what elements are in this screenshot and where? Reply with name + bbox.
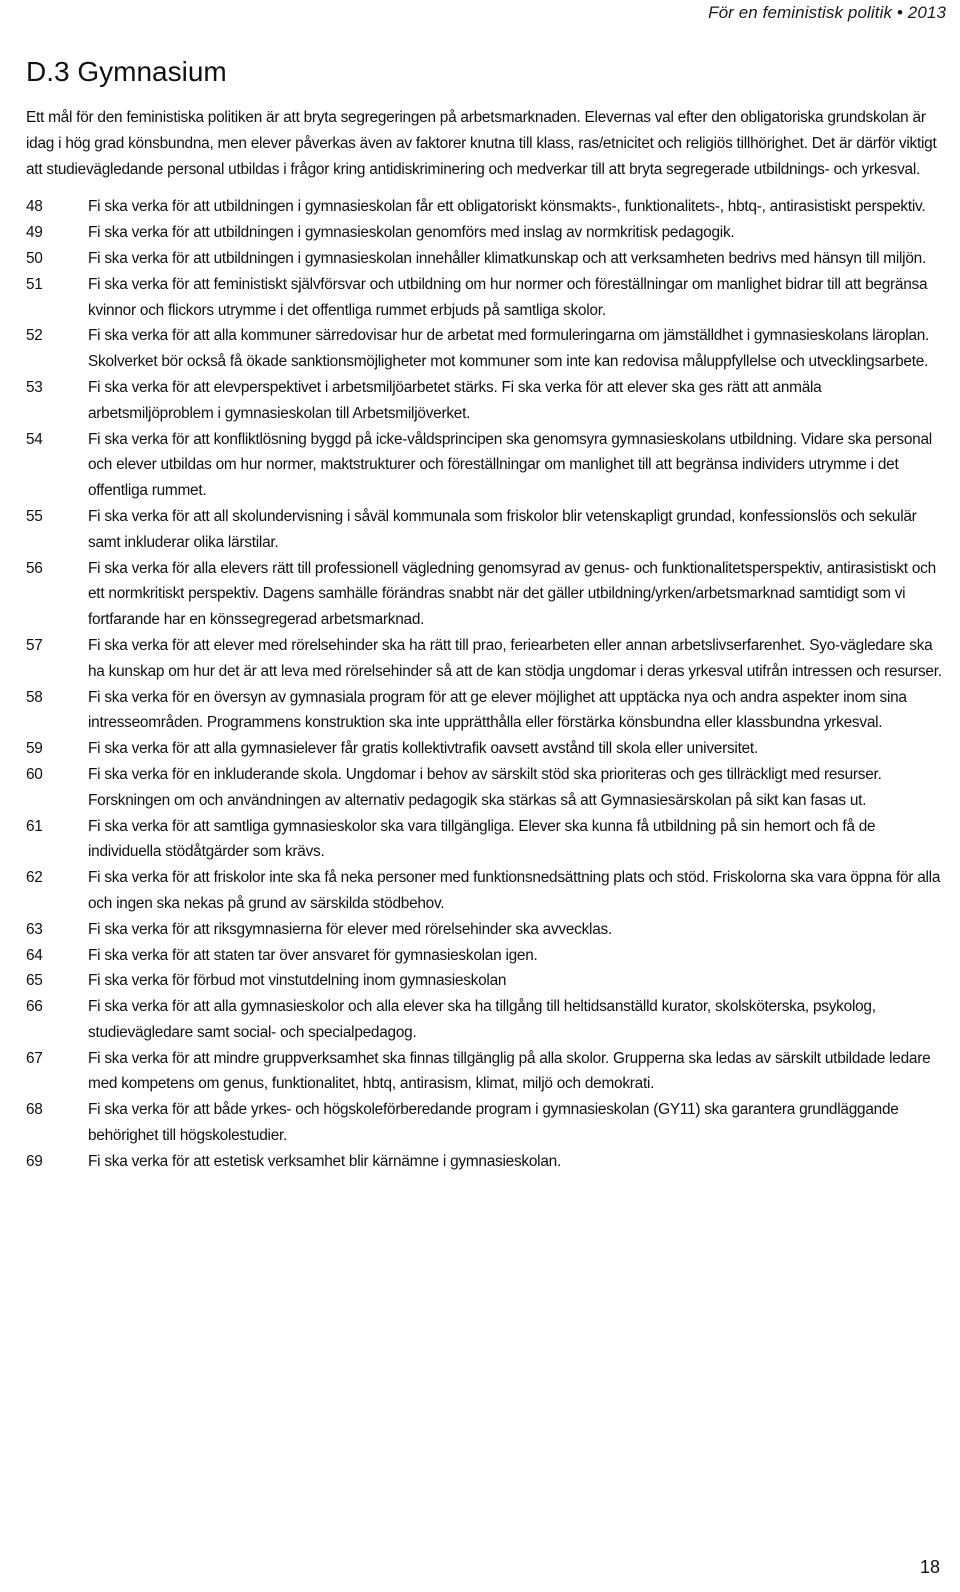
- item-number: 66: [26, 998, 43, 1016]
- item-text: Fi ska verka för att utbildningen i gymnasieskolan innehåller klimatkunskap och att verksamheten bedrivs med hänsyn till miljön.: [88, 249, 926, 267]
- list-item: [26, 633, 946, 685]
- item-text: Fi ska verka för att samtliga gymnasieskolor ska vara tillgängliga. Elever ska kunna få utbildning på sin hemort och få de individuella stödåtgärder som krävs.: [88, 817, 876, 861]
- item-text: Fi ska verka för att elevperspektivet i arbetsmiljöarbetet stärks. Fi ska verka för att elever ska ges rätt att anmäla arbetsmiljöproblem i gymnasieskolan till Arbetsmiljöverket.: [88, 378, 822, 422]
- list-item: [26, 504, 946, 556]
- item-text: Fi ska verka för att alla kommuner särredovisar hur de arbetat med formuleringarna om jämställdhet i gymnasieskolans läroplan. Skolverket bör också få ökade sanktionsmöjligheter mot kommuner som inte kan redovisa måluppfyllelse och utvecklingsarbete.: [88, 327, 930, 371]
- item-number: 69: [26, 1152, 43, 1170]
- list-item: [26, 968, 946, 994]
- item-number: 61: [26, 817, 43, 835]
- item-text: Fi ska verka för en översyn av gymnasiala program för att ge elever möjlighet att upptäcka nya och andra aspekter inom sina intresseområden. Programmens konstruktion ska inte upprätthålla eller förstärka könsbundna eller klassbundna yrkesval.: [88, 688, 907, 732]
- item-number: 53: [26, 378, 43, 396]
- item-text: Fi ska verka för att mindre gruppverksamhet ska finnas tillgänglig på alla skolor. Grupperna ska ledas av särskilt utbildade ledare med kompetens om genus, funktionalitet, hbtq, antirasism, klimat, miljö och demokrati.: [88, 1049, 931, 1093]
- item-number: 67: [26, 1049, 43, 1067]
- item-text: Fi ska verka för att elever med rörelsehinder ska ha rätt till prao, feriearbeten eller annan arbetslivserfarenhet. Syo-vägledare ska ha kunskap om hur det är att leva med rörelsehinder så att de kan stödja ungdomar i deras yrkesval utifrån intressen och resurser.: [88, 636, 942, 680]
- section-title: D.3 Gymnasium: [26, 56, 227, 87]
- list-item: [26, 685, 946, 737]
- item-number: 59: [26, 740, 43, 758]
- list-item: [26, 194, 946, 220]
- list-item: [26, 1046, 946, 1098]
- item-text: Fi ska verka för att utbildningen i gymnasieskolan får ett obligatoriskt könsmakts-, funktionalitets-, hbtq-, antirasistiskt perspektiv.: [88, 198, 926, 216]
- list-item: [26, 1097, 946, 1149]
- item-number: 60: [26, 765, 43, 783]
- item-number: 63: [26, 920, 43, 938]
- running-header: För en feministisk politik • 2013: [708, 3, 946, 22]
- item-text: Fi ska verka för förbud mot vinstutdelning inom gymnasieskolan: [88, 972, 507, 990]
- list-item: [26, 323, 946, 375]
- item-number: 49: [26, 224, 43, 242]
- list-item: [26, 246, 946, 272]
- item-number: 48: [26, 198, 43, 216]
- item-text: Fi ska verka för att alla gymnasieskolor och alla elever ska ha tillgång till heltidsanställd kurator, skolsköterska, psykolog, studievägledare samt social- och specialpedagog.: [88, 998, 876, 1041]
- item-number: 58: [26, 688, 43, 706]
- item-text: Fi ska verka för att estetisk verksamhet blir kärnämne i gymnasieskolan.: [88, 1152, 561, 1170]
- item-number: 56: [26, 559, 43, 577]
- item-number: 68: [26, 1101, 43, 1119]
- item-number: 64: [26, 946, 43, 964]
- list-item: [26, 994, 946, 1046]
- item-text: Fi ska verka för att staten tar över ansvaret för gymnasieskolan igen.: [88, 946, 538, 964]
- list-item: [26, 556, 946, 633]
- list-item: [26, 1149, 946, 1175]
- item-number: 57: [26, 636, 43, 654]
- page-number: 18: [919, 1557, 940, 1577]
- item-number: 54: [26, 430, 43, 448]
- item-text: Fi ska verka för att riksgymnasierna för elever med rörelsehinder ska avvecklas.: [88, 920, 613, 938]
- item-number: 62: [26, 869, 43, 887]
- list-item: [26, 814, 946, 866]
- list-item: [26, 375, 946, 427]
- numbered-list: [26, 194, 946, 1174]
- item-number: 55: [26, 507, 43, 525]
- item-number: 51: [26, 275, 43, 293]
- item-number: 65: [26, 972, 43, 990]
- item-number: 50: [26, 249, 43, 267]
- item-text: Fi ska verka för att feministiskt självförsvar och utbildning om hur normer och föreställningar om manlighet bidrar till att begränsa kvinnor och flickors utrymme i det offentliga rummet erbjuds på samtliga skolor.: [88, 275, 928, 319]
- item-number: 52: [26, 327, 43, 345]
- item-text: Fi ska verka för alla elevers rätt till professionell vägledning genomsyrad av genus- och funktionalitetsperspektiv, antirasistiskt och ett normkritiskt perspektiv. Dagens samhälle förändras snabbt när det gäller utbildning/yrken/arbetsmarknad samtidigt som vi fortfarande har en könssegregerad arbetsmarknad.: [88, 559, 936, 629]
- item-text: Fi ska verka för att konfliktlösning byggd på icke-våldsprincipen ska genomsyra gymnasieskolans utbildning. Vidare ska personal och elever utbildas om hur normer, maktstrukturer och föreställningar om manlighet till att begränsa individers utrymme i det offentliga rummet.: [88, 430, 932, 500]
- list-item: [26, 917, 946, 943]
- intro-paragraph: Ett mål för den feministiska politiken är att bryta segregeringen på arbetsmarknaden. Elevernas val efter den obligatoriska grundskolan är idag i hög grad könsbundna, men elever påverkas även av faktorer knutna till klass, ras/etnicitet och religiös tillhörighet. Det är därför viktigt att studievägledande personal utbildas i frågor kring antidiskriminering och medverkar till att bryta segregerade utbildnings- och yrkesval.: [26, 109, 937, 178]
- item-text: Fi ska verka för att all skolundervisning i såväl kommunala som friskolor blir vetenskapligt grundad, konfessionslös och sekulär samt inkluderar olika lärstilar.: [88, 507, 917, 551]
- list-item: [26, 762, 946, 814]
- item-text: Fi ska verka för att utbildningen i gymnasieskolan genomförs med inslag av normkritisk pedagogik.: [88, 224, 735, 242]
- item-text: Fi ska verka för en inkluderande skola. Ungdomar i behov av särskilt stöd ska prioriteras och ges tillräckligt med resurser. Forskningen om och användningen av alternativ pedagogik ska stärkas så att Gymnasiesärskolan på sikt kan fasas ut.: [88, 765, 882, 809]
- item-text: Fi ska verka för att både yrkes- och högskoleförberedande program i gymnasieskolan (GY11) ska garantera grundläggande behörighet till högskolestudier.: [88, 1101, 899, 1145]
- item-text: Fi ska verka för att friskolor inte ska få neka personer med funktionsnedsättning plats och stöd. Friskolorna ska vara öppna för alla och ingen ska nekas på grund av särskilda stödbehov.: [88, 869, 941, 912]
- list-item: [26, 865, 946, 917]
- item-text: Fi ska verka för att alla gymnasielever får gratis kollektivtrafik oavsett avstånd till skola eller universitet.: [88, 740, 758, 758]
- document-body: [26, 105, 946, 1175]
- list-item: [26, 220, 946, 246]
- list-item: [26, 943, 946, 969]
- list-item: [26, 272, 946, 324]
- list-item: [26, 736, 946, 762]
- list-item: [26, 427, 946, 504]
